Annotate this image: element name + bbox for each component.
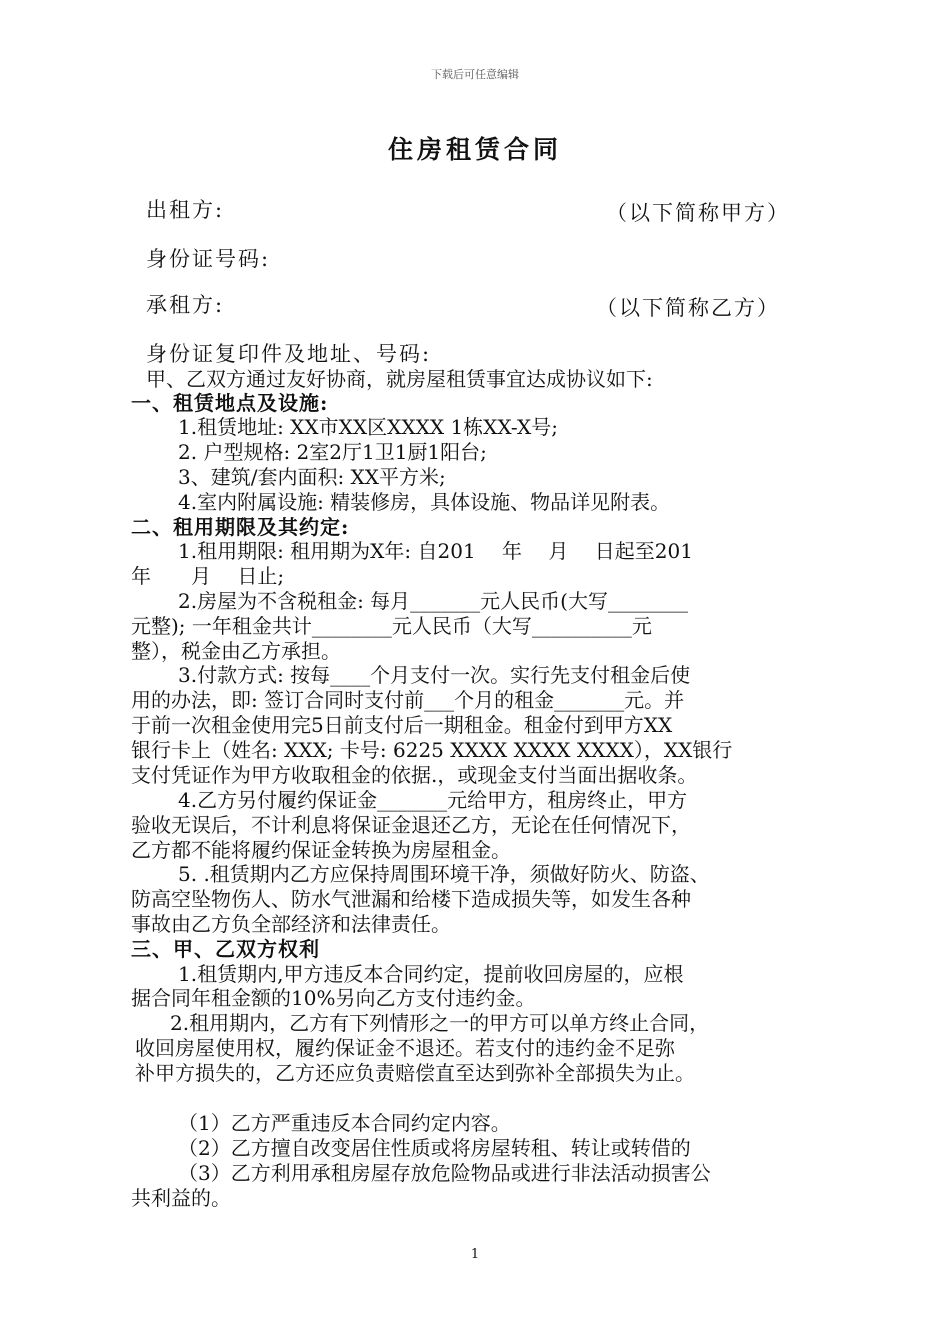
lessee-label: 承租方:: [146, 293, 225, 317]
section2-line: 1.租用期限: 租用期为X年: 自201 年 月 日起至201: [178, 539, 693, 563]
section2-line: 3.付款方式: 按每____个月支付一次。实行先支付租金后使: [178, 663, 691, 687]
section2-line: 用的办法，即: 签订合同时支付前___个月的租金_______元。并: [131, 688, 685, 712]
lessor-label: 出租方:: [146, 198, 225, 222]
section3-line: 收回房屋使用权，履约保证金不退还。若支付的违约金不足弥: [135, 1036, 675, 1060]
section2-line: 于前一次租金使用完5日前支付后一期租金。租金付到甲方XX: [131, 713, 673, 737]
section1-item: 4.室内附属设施: 精装修房，具体设施、物品详见附表。: [178, 490, 671, 514]
section2-line: 事故由乙方负全部经济和法律责任。: [131, 912, 451, 936]
section3-line: （1）乙方严重违反本合同约定内容。: [178, 1111, 511, 1135]
section2-line: 支付凭证作为甲方收取租金的依据.，或现金支付当面出据收条。: [131, 763, 698, 787]
section2-line: 乙方都不能将履约保证金转换为房屋租金。: [131, 838, 511, 862]
section2-line: 整），税金由乙方承担。: [131, 639, 341, 663]
section2-line: 4.乙方另付履约保证金_______元给甲方，租房终止，甲方: [178, 788, 688, 812]
section3-line: （3）乙方利用承租房屋存放危险物品或进行非法活动损害公: [178, 1161, 711, 1185]
section2-line: 元整); 一年租金共计________元人民币（大写__________元: [131, 614, 652, 638]
section2-line: 验收无误后，不计利息将保证金退还乙方，无论在任何情况下，: [131, 813, 691, 837]
lessee-note: （以下简称乙方）: [596, 296, 780, 320]
section2-line: 5. .租赁期内乙方应保持周围环境干净，须做好防火、防盗、: [178, 862, 710, 886]
contract-title: 住房租赁合同: [387, 135, 562, 164]
lessor-note: （以下简称甲方）: [606, 201, 790, 225]
section1-item: 2. 户型规格: 2室2厅1卫1厨1阳台;: [178, 440, 487, 464]
section1-item: 1.租赁地址: XX市XX区XXXX 1栋XX-X号;: [178, 415, 558, 439]
section3-line: 1.租赁期内,甲方违反本合同约定，提前收回房屋的，应根: [178, 962, 684, 986]
section2-line: 年 月 日止;: [131, 564, 285, 588]
section3-line: 共利益的。: [131, 1186, 231, 1210]
section1-item: 3、建筑/套内面积: XX平方米;: [178, 465, 446, 489]
section3-line: 据合同年租金额的10%另向乙方支付违约金。: [131, 986, 536, 1010]
section3-heading: 三、甲、乙双方权利: [131, 937, 320, 961]
section2-line: 防高空坠物伤人、防水气泄漏和给楼下造成损失等，如发生各种: [131, 887, 691, 911]
page-number: 1: [470, 1247, 480, 1262]
lessee-id-label: 身份证复印件及地址、号码:: [146, 342, 432, 366]
header-note: 下载后可任意编辑: [431, 68, 519, 81]
section2-line: 银行卡上（姓名: XXX; 卡号: 6225 XXXX XXXX XXXX），XX银行: [131, 738, 733, 762]
section3-line: 2.租用期内，乙方有下列情形之一的甲方可以单方终止合同，: [170, 1011, 710, 1035]
section2-line: 2.房屋为不含税租金: 每月_______元人民币(大写________: [178, 589, 688, 613]
section3-line: 补甲方损失的，乙方还应负责赔偿直至达到弥补全部损失为止。: [135, 1061, 695, 1085]
section3-line: （2）乙方擅自改变居住性质或将房屋转租、转让或转借的: [178, 1136, 691, 1160]
intro-text: 甲、乙双方通过友好协商，就房屋租赁事宜达成协议如下:: [146, 367, 653, 391]
lessor-id-label: 身份证号码:: [146, 247, 271, 271]
section2-heading: 二、租用期限及其约定:: [131, 515, 350, 539]
section1-heading: 一、租赁地点及设施:: [131, 391, 329, 415]
